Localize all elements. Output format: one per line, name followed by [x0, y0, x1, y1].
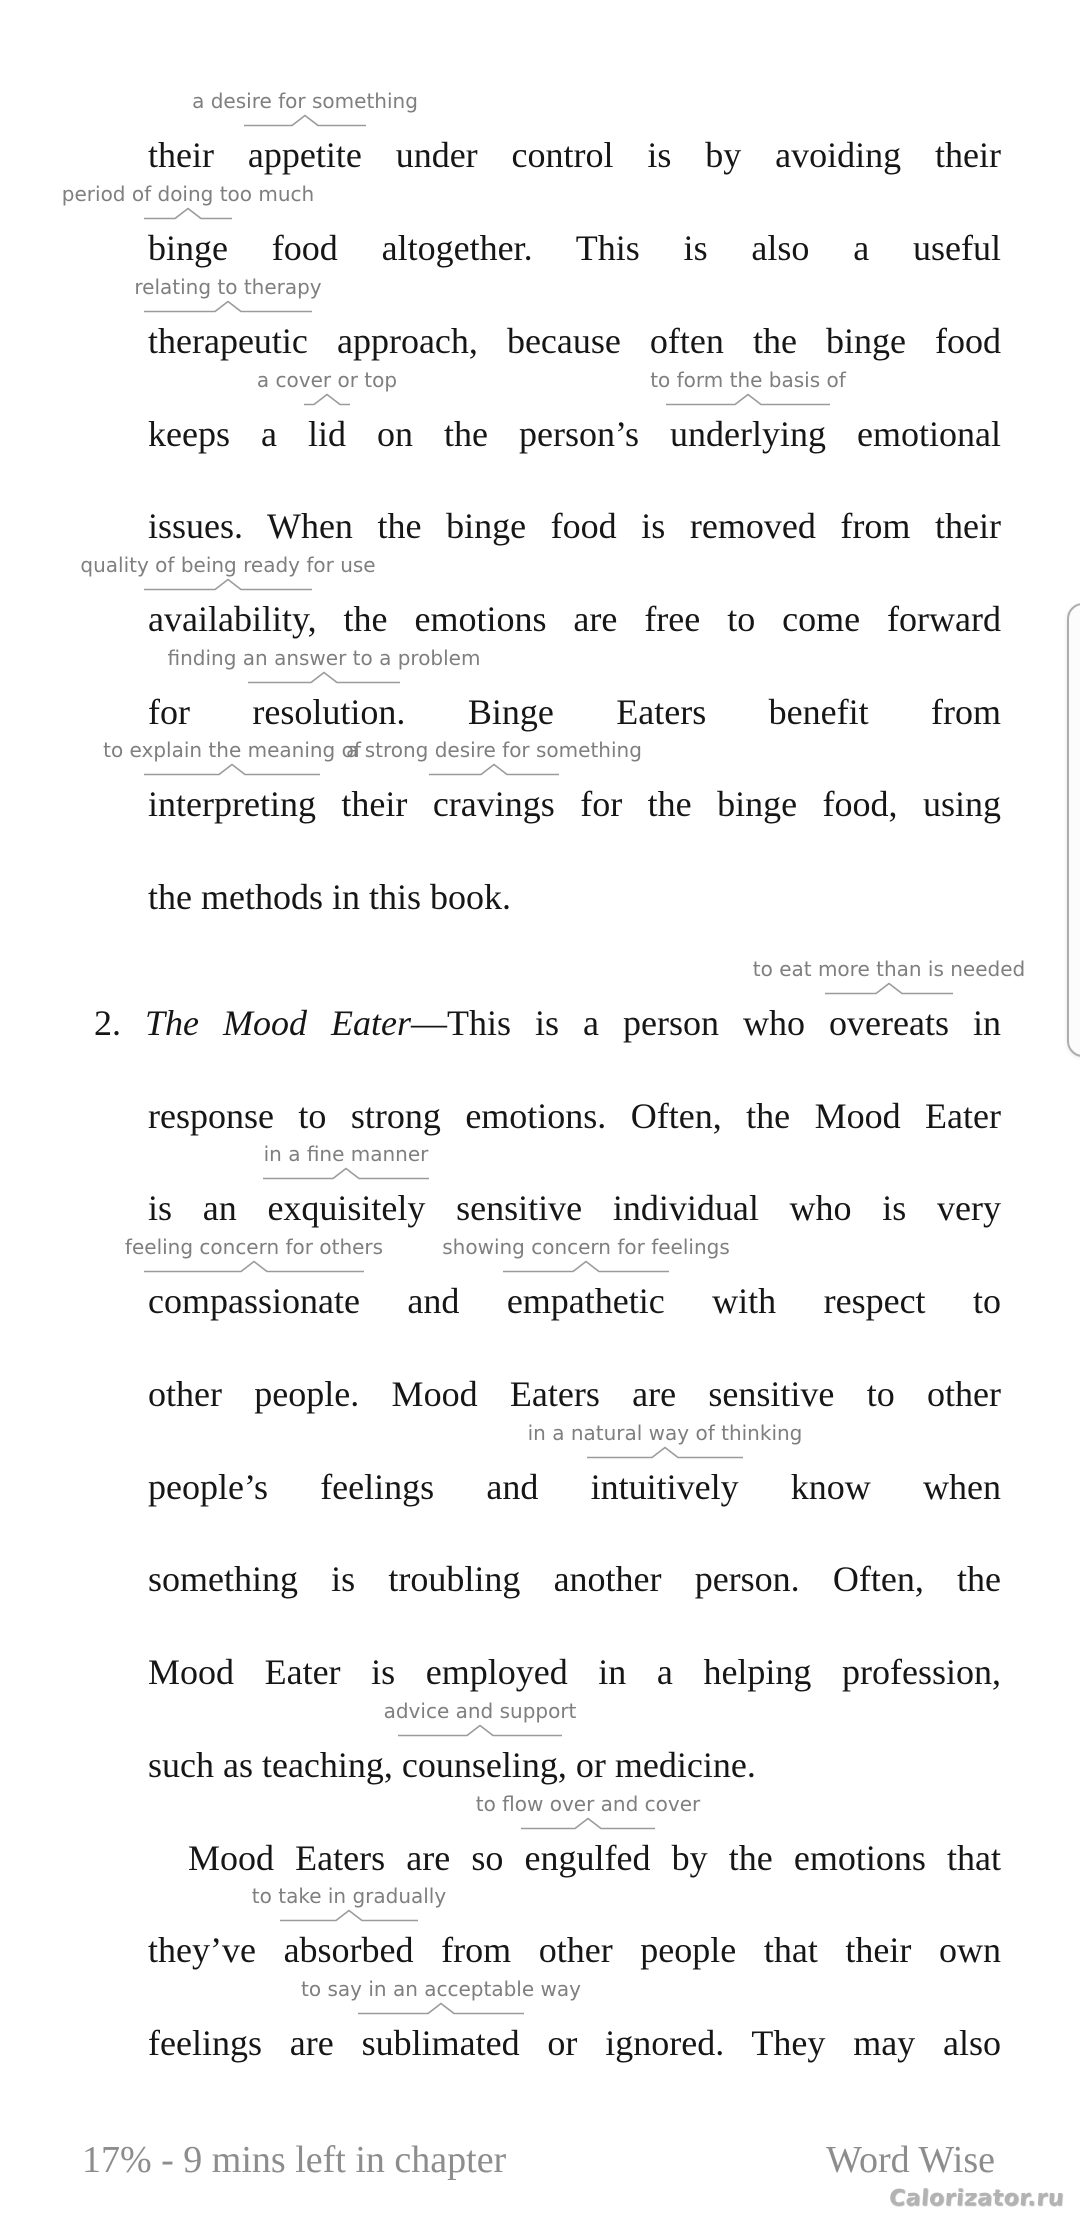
annotated-word[interactable]: intuitively [590, 1467, 739, 1507]
text-line [148, 591, 1001, 647]
text-line [148, 127, 1001, 183]
wordwise-caret [144, 762, 320, 776]
text-segment: for [148, 692, 253, 732]
text-segment: approach, because often the binge food [307, 321, 1001, 361]
text-segment: emotional [826, 414, 1001, 454]
text-line [148, 1459, 1001, 1515]
text-segment: know when [738, 1467, 1001, 1507]
text-line [148, 498, 1001, 554]
text-segment: under control is by avoiding their [361, 135, 1001, 175]
text-segment: for the binge food, using [554, 784, 1001, 824]
wordwise-caret [144, 577, 312, 591]
annotated-word[interactable]: interpreting [148, 784, 316, 824]
wordwise-caret [144, 299, 312, 313]
text-segment: other people. Mood Eaters are sensitive to other [148, 1374, 1001, 1414]
text-line [148, 1551, 1001, 1607]
text-segment: by the emotions that [650, 1838, 1001, 1878]
text-line [148, 1180, 1001, 1236]
annotated-word[interactable]: availability [148, 599, 308, 639]
annotated-word[interactable]: overeats [829, 1003, 949, 1043]
wordwise-hint: to eat more than is needed [752, 957, 1026, 981]
wordwise-hint: to take in gradually [251, 1884, 447, 1908]
wordwise-hint: to form the basis of [650, 368, 846, 392]
wordwise-hint: relating to therapy [134, 275, 322, 299]
wordwise-indicator[interactable]: Word Wise [826, 2139, 995, 2181]
annotated-word[interactable]: binge [148, 228, 228, 268]
wordwise-caret [144, 206, 232, 220]
wordwise-hint: in a fine manner [263, 1142, 429, 1166]
text-line [94, 995, 1001, 1051]
annotated-word[interactable]: appetite [247, 135, 362, 175]
reading-progress: 17% - 9 mins left in chapter [82, 2139, 507, 2181]
wordwise-caret [429, 762, 559, 776]
annotated-word[interactable]: absorbed [283, 1930, 414, 1970]
annotated-word[interactable]: empathetic [506, 1281, 665, 1321]
text-segment: —This is a person who [411, 1003, 830, 1043]
text-segment: in [948, 1003, 1001, 1043]
annotated-word[interactable]: cravings [432, 784, 555, 824]
text-segment: or ignored. They may also [519, 2023, 1002, 2063]
wordwise-caret [521, 1816, 655, 1830]
text-segment: people’s feelings and [148, 1467, 591, 1507]
text-line [148, 1922, 1001, 1978]
text-line [148, 313, 1001, 369]
wordwise-hint: in a natural way of thinking [527, 1421, 803, 1445]
text-segment: issues. When the binge food is removed from their [148, 506, 1001, 546]
wordwise-caret [280, 1908, 418, 1922]
annotated-word[interactable]: resolution [252, 692, 397, 732]
text-line [148, 1366, 1001, 1422]
text-segment: and [359, 1281, 507, 1321]
text-segment: on the person’s [346, 414, 671, 454]
wordwise-hint: showing concern for feelings [442, 1235, 730, 1259]
wordwise-caret [248, 670, 400, 684]
text-segment: , or medicine. [557, 1745, 756, 1785]
annotated-word[interactable]: engulfed [524, 1838, 651, 1878]
text-segment: such as teaching, [148, 1745, 402, 1785]
wordwise-caret [304, 392, 350, 406]
wordwise-hint: quality of being ready for use [80, 553, 376, 577]
text-line [148, 776, 1001, 832]
watermark: Calorizator.ru [888, 2186, 1065, 2211]
text-line [148, 1644, 1001, 1700]
wordwise-hint: a desire for something [192, 89, 418, 113]
annotated-word[interactable]: lid [307, 414, 346, 454]
wordwise-hint: finding an answer to a problem [167, 646, 481, 670]
text-line [148, 1088, 1001, 1144]
annotated-word[interactable]: counseling [401, 1745, 558, 1785]
text-segment: their [315, 784, 433, 824]
text-segment: sensitive individual who is very [425, 1188, 1001, 1228]
text-segment: from other people that their own [413, 1930, 1002, 1970]
text-segment: is an [148, 1188, 268, 1228]
wordwise-hint: to flow over and cover [475, 1792, 701, 1816]
wordwise-caret [398, 1723, 562, 1737]
text-segment: , the emotions are free to come forward [307, 599, 1001, 639]
annotated-word[interactable]: compassionate [148, 1281, 360, 1321]
annotated-word[interactable]: underlying [670, 414, 827, 454]
annotated-word[interactable]: exquisitely [267, 1188, 426, 1228]
wordwise-caret [358, 2001, 524, 2015]
text-segment: . Binge Eaters benefit from [396, 692, 1001, 732]
text-segment: Mood Eater is employed in a helping profession, [148, 1652, 1001, 1692]
text-line [148, 684, 1001, 740]
text-line [148, 220, 1001, 276]
wordwise-caret [503, 1259, 669, 1273]
wordwise-caret [244, 113, 366, 127]
wordwise-hint: a strong desire for something [346, 738, 642, 762]
wordwise-hint: period of doing too much [61, 182, 315, 206]
wordwise-hint: feeling concern for others [124, 1235, 384, 1259]
text-segment: with respect to [664, 1281, 1001, 1321]
wordwise-caret [825, 981, 953, 995]
text-segment: The Mood Eater [145, 1003, 412, 1043]
text-segment: Mood Eaters are so [188, 1838, 525, 1878]
wordwise-caret [263, 1166, 429, 1180]
text-line [148, 1273, 1001, 1329]
text-line [148, 1737, 1001, 1793]
text-line [188, 1830, 1001, 1886]
wordwise-hint: to say in an acceptable way [301, 1977, 581, 2001]
text-segment: their [148, 135, 248, 175]
text-segment: response to strong emotions. Often, the Mood Eater [148, 1096, 1001, 1136]
text-line [148, 2015, 1001, 2071]
text-segment: the methods in this book. [148, 877, 511, 917]
text-segment: keeps a [148, 414, 308, 454]
wordwise-hint: to explain the meaning of [103, 738, 361, 762]
wordwise-caret [666, 392, 830, 406]
text-segment: 2. [94, 1003, 146, 1043]
wordwise-hint: advice and support [383, 1699, 577, 1723]
scrollbar-handle[interactable] [1067, 603, 1080, 1057]
text-segment: feelings are [148, 2023, 362, 2063]
wordwise-caret [144, 1259, 364, 1273]
text-segment: food altogether. This is also a useful [227, 228, 1001, 268]
wordwise-caret [587, 1445, 743, 1459]
text-segment: they’ve [148, 1930, 284, 1970]
text-segment: something is troubling another person. Often, the [148, 1559, 1001, 1599]
wordwise-hint: a cover or top [256, 368, 398, 392]
annotated-word[interactable]: sublimated [361, 2023, 520, 2063]
text-line [148, 869, 1001, 925]
text-line [148, 406, 1001, 462]
annotated-word[interactable]: therapeutic [148, 321, 308, 361]
